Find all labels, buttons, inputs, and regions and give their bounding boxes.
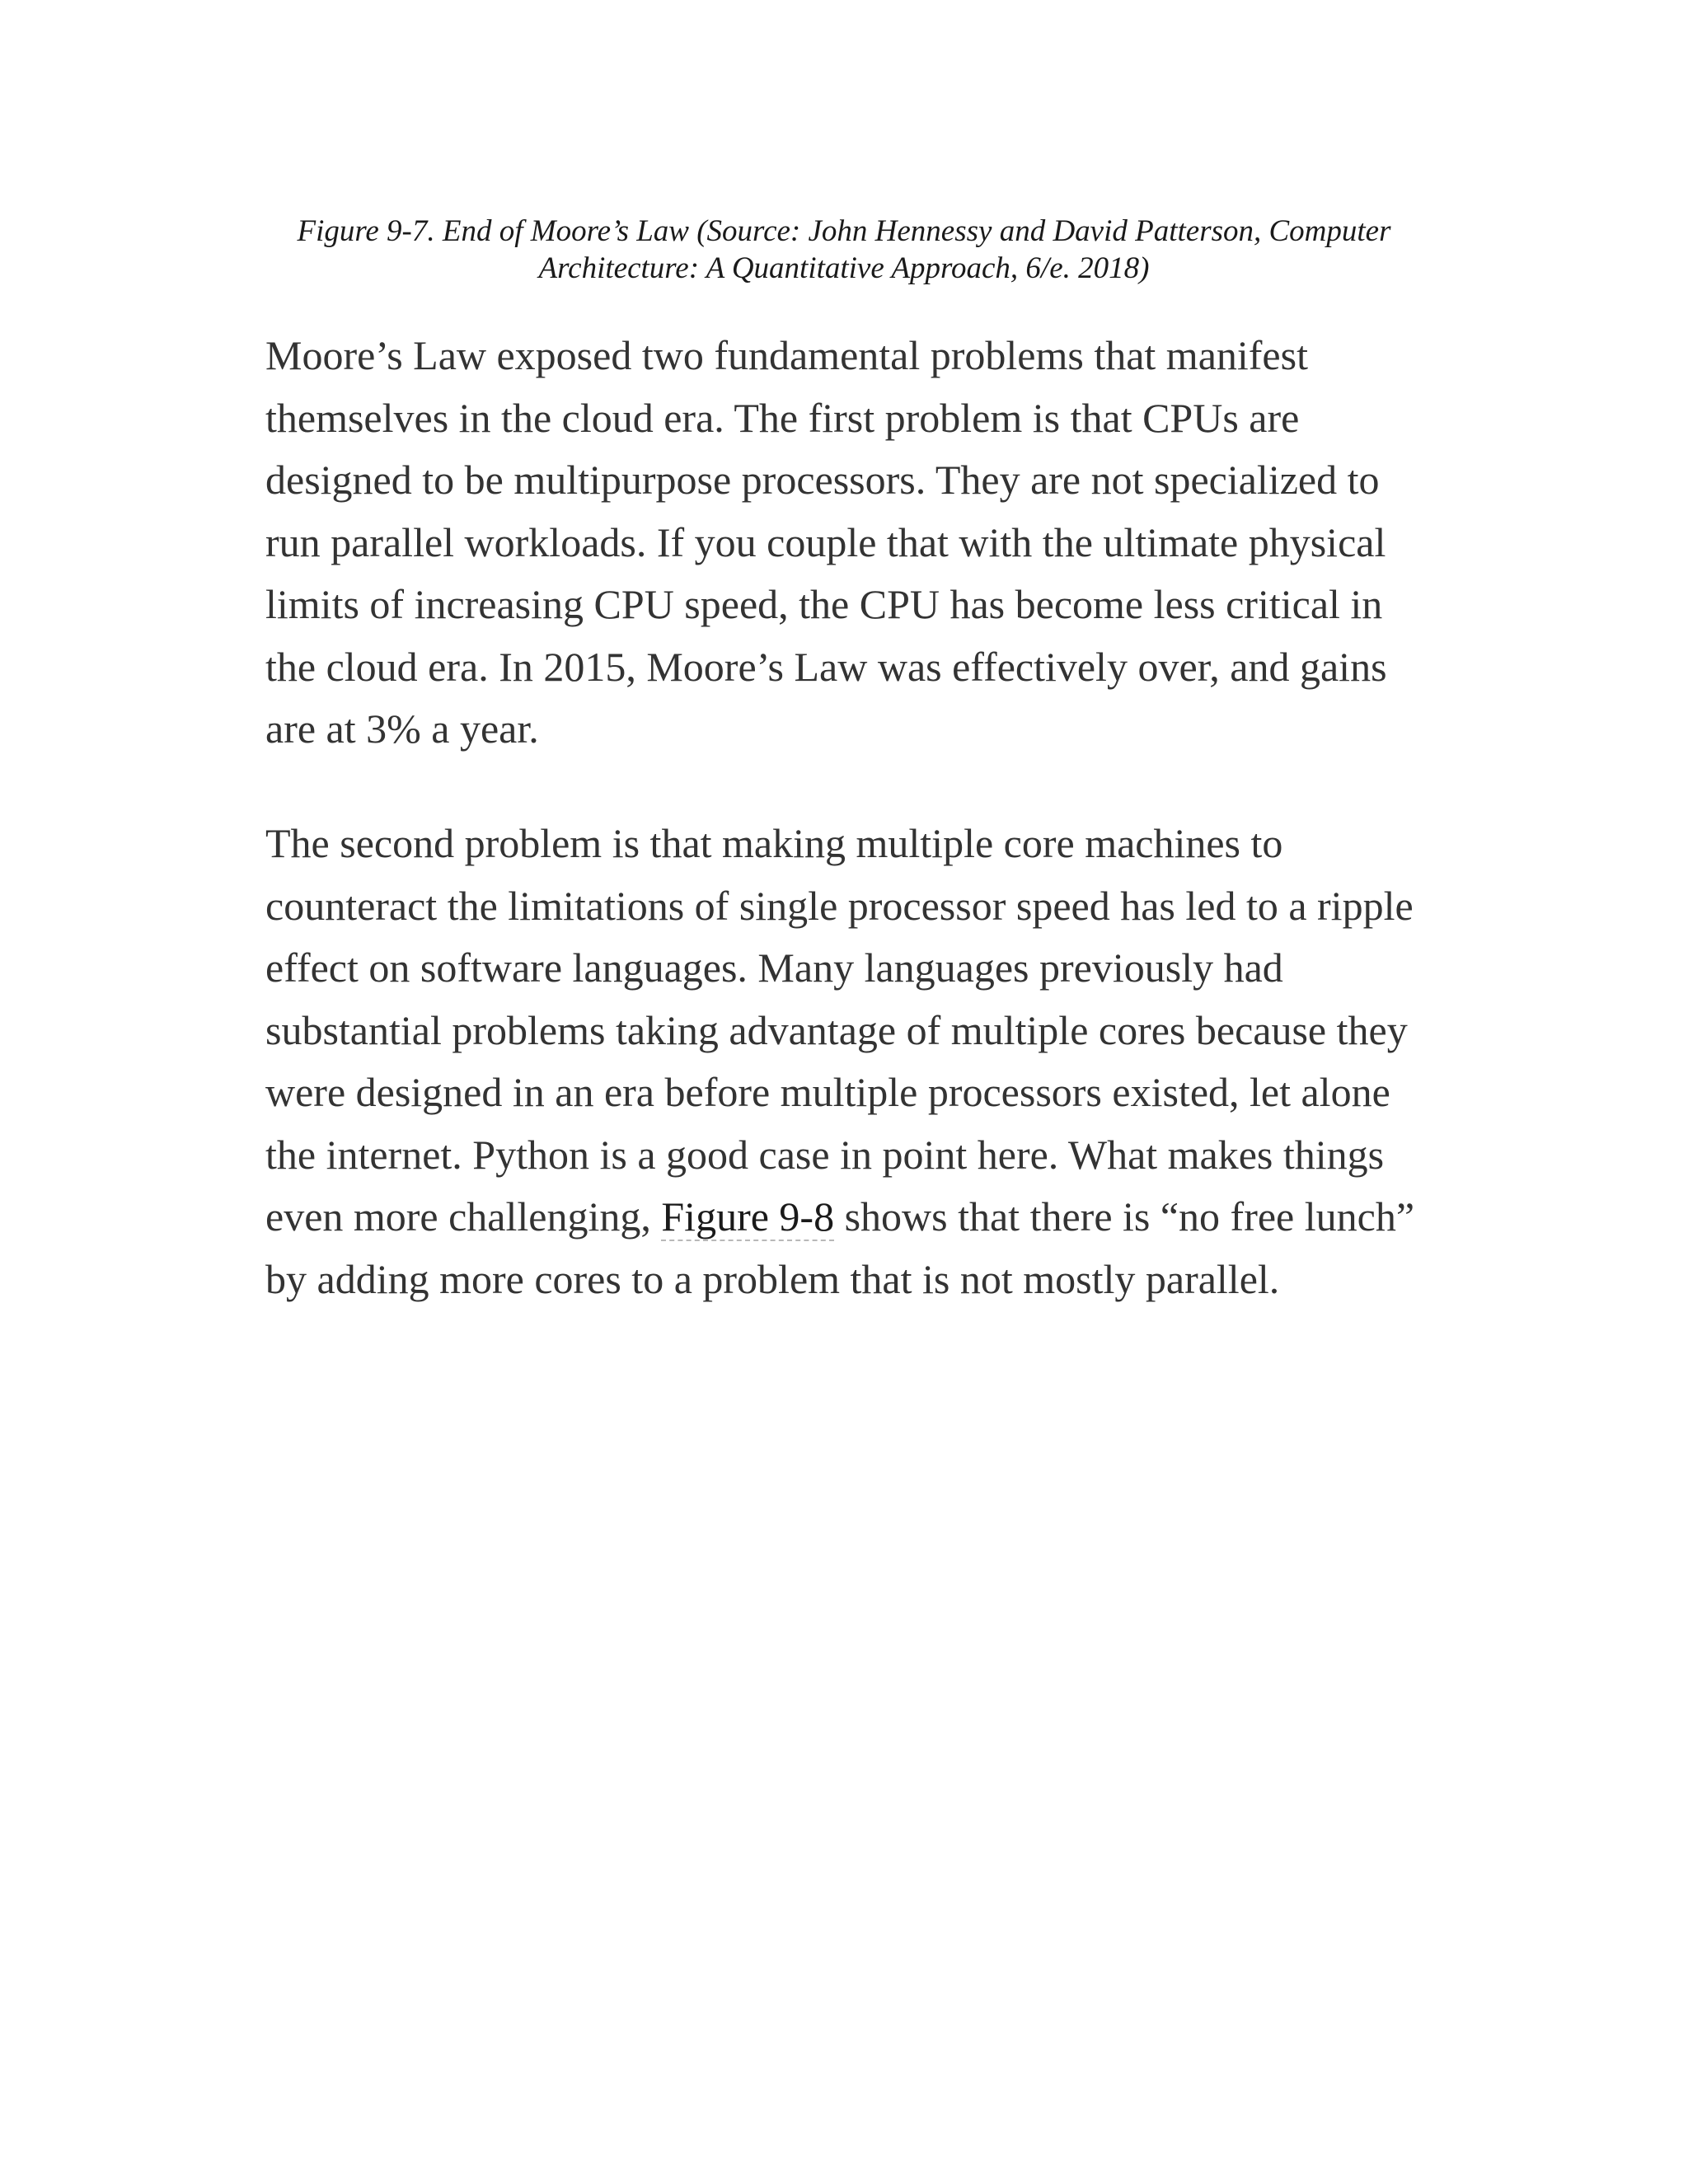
paragraph-1-text: Moore’s Law exposed two fundamental problems that manifest themselves in the cloud era. The first problem is that CPUs are designed to be multipurpose processors. They are not specialized to run parallel workloads. If you couple that with the ultimate physical limits of increasing CPU speed, the CPU has become less critical in the cloud era. In 2015, Moore’s Law was effectively over, and gains are at 3% a year. xyxy=(265,332,1387,752)
figure-caption-line-2: Architecture: A Quantitative Approach, 6/e. 2018) xyxy=(538,251,1150,285)
figure-9-8-link[interactable]: Figure 9-8 xyxy=(661,1193,835,1240)
figure-caption xyxy=(247,213,1441,287)
paragraph-2-text-after-link: shows that there is “no free lunch” by adding more cores to a problem that is not mostly parallel. xyxy=(265,1193,1415,1302)
figure-caption-line-1: Figure 9-7. End of Moore’s Law (Source: John Hennessy and David Patterson, Computer xyxy=(297,214,1391,248)
paragraph-2-text-before-link: The second problem is that making multiple core machines to counteract the limitations of single processor speed has led to a ripple effect on software languages. Many languages previously had substantial problems taking advantage of multiple cores because they were designed in an era before multiple processors existed, let alone the internet. Python is a good case in point here. What makes things even more challenging, xyxy=(265,820,1414,1240)
body-paragraph-1 xyxy=(265,325,1436,761)
body-paragraph-2 xyxy=(265,813,1436,1310)
